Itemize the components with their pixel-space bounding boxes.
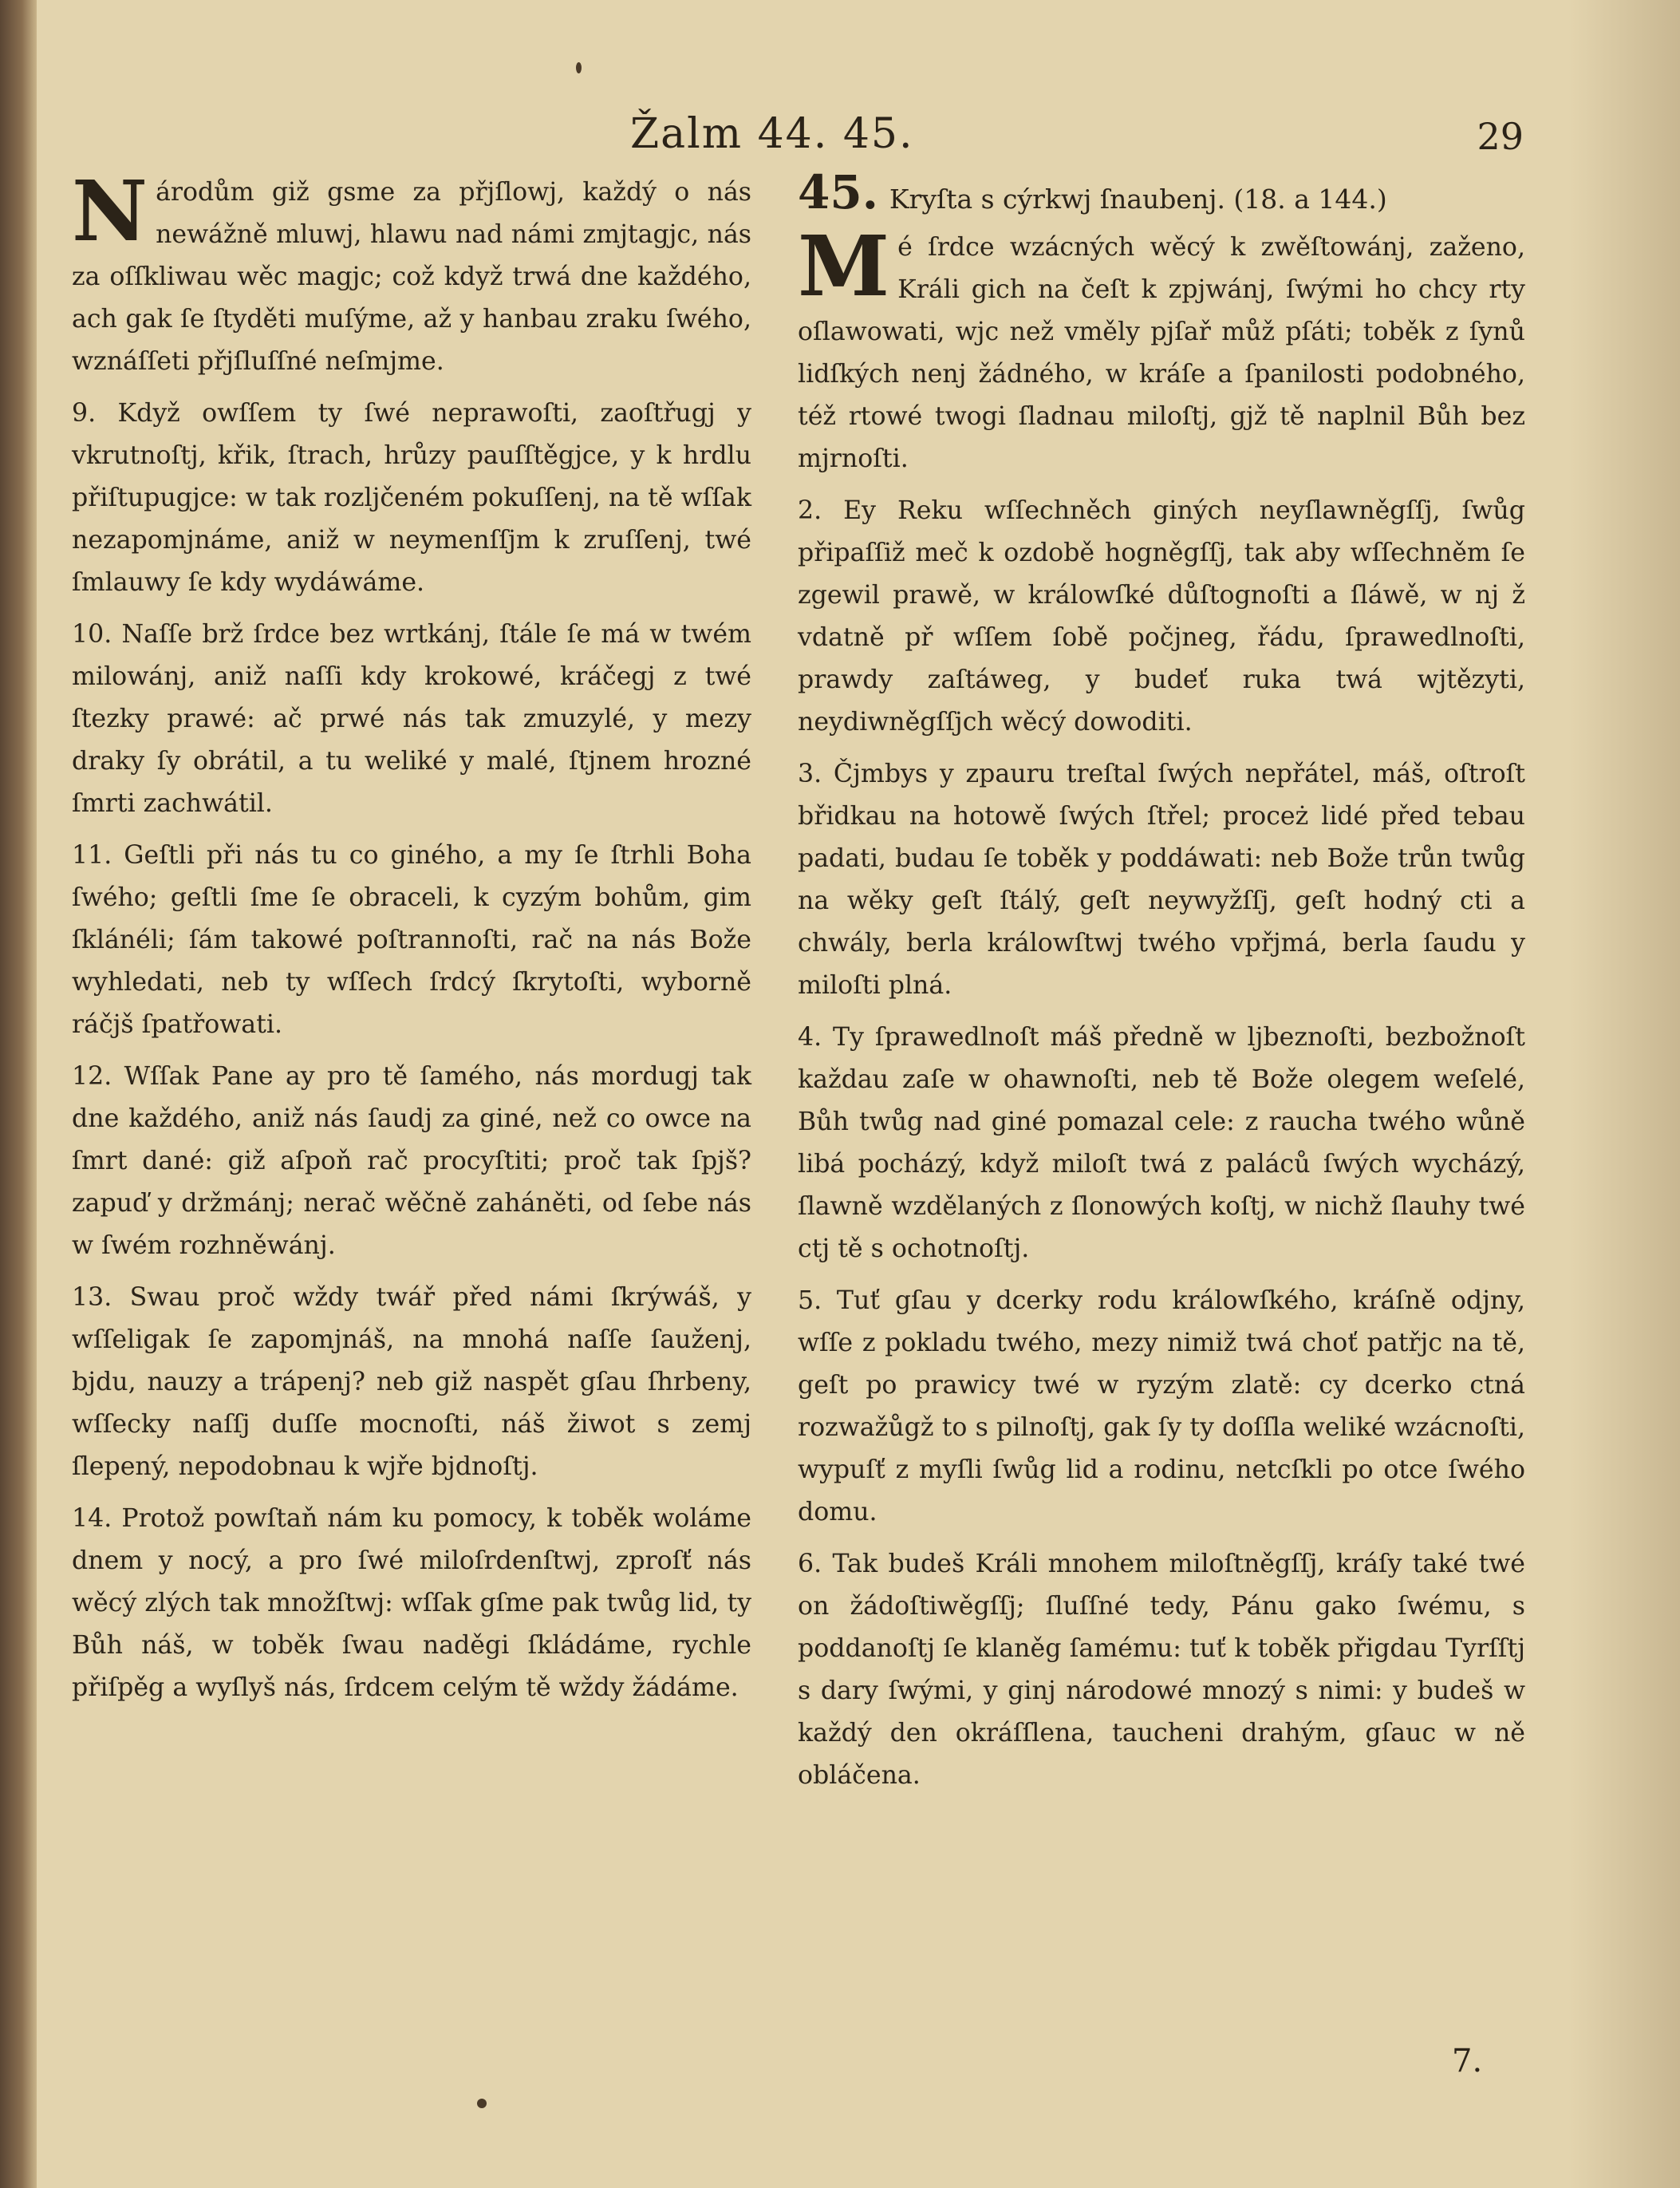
- running-title: Žalm 44. 45.: [630, 110, 914, 158]
- verse-11: 11. Geſtli při nás tu co giného, a my ſe ſtrhli Boha ſwého; geſtli ſme ſe obraceli, k cyzým bohům, gim ſklánéli; ſám takowé poſtrannoſti, rač na nás Bože wyhledati, neb ty wſſech ſrdcý ſkrytoſti, wyborně ráčjš ſpatřowati.: [72, 841, 751, 1039]
- paragraph-text: árodům giž gsme za přjſlowj, každý o nás newážně mluwj, hlawu nad námi zmjtagjc, nás za oſſkliwau wěc magjc; což když trwá dne každého, ach gak ſe ſtyděti muſýme, až y hanbau zraku ſwého, wznáſſeti přjſluſſné neſmjme.: [72, 178, 751, 376]
- catchword: 7.: [1452, 2043, 1483, 2079]
- verse-6: 6. Tak budeš Králi mnohem miloſtněgſſj, kráſy také twé on žádoſtiwěgſſj; ſluſſné tedy, Pánu gako ſwému, s poddanoſtj ſe klaněg ſamému: tuť k toběk přigdau Tyrſſtj s dary ſwými, y ginj národowé mnozý s nimi: y budeš w každý den okráſſlena, taucheni drahým, gſauc w ně obláčena.: [798, 1550, 1525, 1790]
- verse-13: 13. Swau proč wždy twář před námi ſkrýwáš, y wſſeligak ſe zapomjnáš, na mnohá naſſe ſauženj, bjdu, nauzy a trápenj? neb giž naspět gſau ſhrbeny, wſſecky naſſj duſſe mocnoſti, náš žiwot s zemj ſlepený, nepodobnau k wjře bjdnoſtj.: [72, 1283, 751, 1481]
- verse-10: 10. Naſſe brž ſrdce bez wrtkánj, ſtále ſe má w twém milowánj, aniž naſſi kdy krokowé, kráčegj z twé ſtezky prawé: ač prwé nás tak zmuzylé, y mezy draky ſy obrátil, a tu weliké y malé, ſtjnem hrozné ſmrti zachwátil.: [72, 620, 751, 818]
- verse-5: 5. Tuť gſau y dcerky rodu králowſkého, kráſně odjny, wſſe z pokladu twého, mezy nimiž twá choť patřjc na tě, geſt po prawicy twé w ryzým zlatě: cy dcerko ctná rozwažůgž to s pilnoſtj, gak ſy ty doſſla weliké wzácnoſti, wypuſť z myſli ſwůg lid a rodinu, netcſkli po otce ſwého domu.: [798, 1286, 1525, 1526]
- paragraph-text: é ſrdce wzácných wěcý k zwěſtowánj, zaženo, Králi gich na čeſt k zpjwánj, ſwými ho chcy rty oſlawowati, wjc než vměly pjſař můž pſáti; toběk z ſynů lidſkých nenj žádného, w kráſe a ſpanilosti podobného, též rtowé twogi ſladnau miloſtj, gjž tě naplnil Bůh bez mjrnoſti.: [798, 233, 1525, 473]
- verse-4: 4. Ty ſprawedlnoſt máš předně w ljbeznoſti, bezbožnoſt každau zaſe w ohawnoſti, neb tě Bože olegem weſelé, Bůh twůg nad giné pomazal cele: z raucha twého wůně libá pocházý, když miloſt twá z paláců ſwých wycházý, ſlawně wzdělaných z ſlonowých koſtj, w nichž ſlauhy twé ctj tě s ochotnoſtj.: [798, 1023, 1525, 1263]
- drop-cap: N: [72, 162, 148, 260]
- verse-3: 3. Čjmbys y zpauru treſtal ſwých nepřátel, máš, oſtroſt břidkau na hotowě ſwých ſtřel; proceż lidé před tebau padati, budau ſe toběk y poddáwati: neb Bože trůn twůg na wěky geſt ſtálý, geſt neywyžſſj, geſt hodný cti a chwály, berla králowſtwj twého vpřjmá, berla ſaudu y miloſti plná.: [798, 760, 1525, 1000]
- verse-8-continuation: [72, 162, 751, 383]
- ink-speck: [477, 2099, 487, 2108]
- book-spine-shadow: [0, 0, 37, 2188]
- verse-1: [798, 217, 1525, 480]
- psalm-subtitle: Kryſta s cýrkwj ſnaubenj. (18. a 144.): [889, 184, 1387, 215]
- left-column: [72, 162, 751, 1719]
- psalm-heading: [798, 165, 1525, 220]
- verse-12: 12. Wſſak Pane ay pro tě ſamého, nás mordugj tak dne každého, aniž nás ſaudj za giné, než co owce na ſmrt dané: giž aſpoň rač procyſtiti; proč tak ſpjš? zapuď y držmánj; nerač wěčně zaháněti, od ſebe nás w ſwém rozhněwánj.: [72, 1062, 751, 1260]
- ink-speck: [576, 62, 582, 73]
- right-column: [798, 165, 1525, 1807]
- drop-cap: M: [798, 217, 890, 315]
- verse-2: 2. Ey Reku wſſechněch giných neyſlawněgſſj, ſwůg připaſſiž meč k ozdobě hogněgſſj, tak aby wſſechněm ſe zgewil prawě, w králowſké důſtognoſti a ſláwě, w nj ž vdatně př wſſem ſobě počjneg, řádu, ſprawedlnoſti, prawdy zaſtáweg, y budeť ruka twá wjtězyti, neydiwněgſſjch wěcý dowoditi.: [798, 496, 1525, 737]
- verse-14: 14. Protož powſtaň nám ku pomocy, k toběk woláme dnem y nocý, a pro ſwé miloſrdenſtwj, zproſť nás wěcý zlých tak množſtwj: wſſak gſme pak twůg lid, ty Bůh náš, w toběk ſwau naděgi ſkládáme, rychle přiſpěg a wyſlyš nás, ſrdcem celým tě wždy žádáme.: [72, 1504, 751, 1702]
- verse-9: 9. Když owſſem ty ſwé neprawoſti, zaoſtřugj y vkrutnoſtj, křik, ſtrach, hrůzy pauſſtěgjce, y k hrdlu přiſtupugjce: w tak rozljčeném pokuſſenj, na tě wſſak nezapomjnáme, aniž w neymenſſjm k zruſſenj, twé ſmlauwy ſe kdy wydáwáme.: [72, 399, 751, 597]
- psalm-number: 45.: [798, 165, 878, 219]
- page-edge-shadow: [1568, 0, 1680, 2188]
- page-number: 29: [1477, 115, 1524, 158]
- page-header: [630, 110, 1524, 166]
